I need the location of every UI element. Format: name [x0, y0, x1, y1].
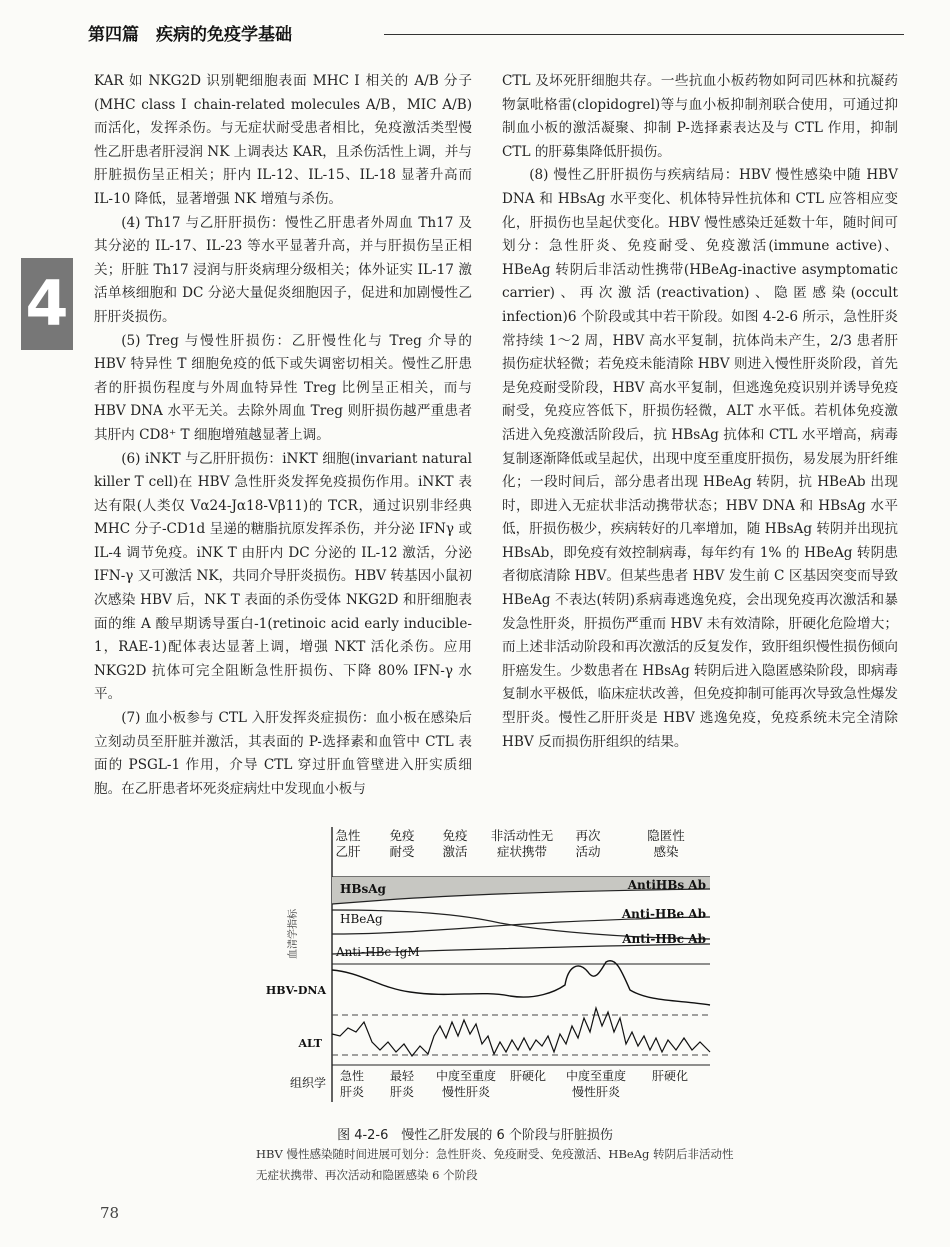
histology-labels: [340, 1068, 688, 1099]
paragraph: (5) Treg 与慢性肝损伤：乙肝慢性化与 Treg 介导的 HBV 特异性 T 细胞免疫的低下或失调密切相关。慢性乙肝患者的肝损伤程度与外周血特异性 Treg 比例呈正相关，而与 HBV DNA 水平无关。去除外周血 Treg 则肝损伤越严重患者其肝内 CD8⁺ T 细胞增殖越显著上调。: [94, 332, 472, 443]
hbv-dna-label: HBV-DNA: [265, 984, 326, 997]
marker-anti-hbc-igm: Anti-HBc IgM: [336, 945, 420, 959]
figure-diagram: [265, 822, 720, 1122]
histology-stage-label: 肝炎: [389, 1085, 415, 1099]
phase-label: 症状携带: [496, 844, 548, 859]
histology-stage-label: 肝炎: [339, 1085, 365, 1099]
serology-label: 血清学指标: [288, 909, 299, 959]
histology-stage-label: 最轻: [389, 1069, 415, 1083]
chapter-tab: 4: [21, 258, 73, 350]
header-rule: [384, 34, 904, 35]
phase-label: 激活: [442, 844, 468, 859]
right-column: [502, 70, 898, 754]
figure-hbv-phases: [265, 822, 720, 1122]
histology-stage-label: 肝硬化: [651, 1069, 689, 1083]
phase-label: 非活动性无: [490, 828, 554, 843]
marker-hbsag: HBsAg: [340, 882, 386, 896]
paragraph: KAR 如 NKG2D 识别靶细胞表面 MHC Ⅰ 相关的 A/B 分子(MHC class Ⅰ chain-related molecules A/B，MIC A/B)而活化，发挥杀伤。与无症状耐受患者相比，免疫激活类型慢性乙肝患者肝浸润 NK 上调表达 KAR，且杀伤活性上调，并与肝脏损伤呈正相关；肝内 IL-12、IL-15、IL-18 显著升高而 IL-10 降低，显著增强 NK 增殖与杀伤。: [94, 73, 472, 207]
figure-note: HBV 慢性感染随时间进展可划分：急性肝炎、免疫耐受、免疫激活、HBeAg 转阴后非活动性无症状携带、再次活动和隐匿感染 6 个阶段: [256, 1147, 734, 1182]
marker-anti-hbs: AntiHBs Ab: [627, 878, 706, 892]
page-number: 78: [100, 1204, 120, 1222]
marker-anti-hbc: Anti-HBc Ab: [622, 932, 706, 946]
marker-hbeag: HBeAg: [340, 912, 383, 926]
alt-label: ALT: [298, 1037, 322, 1050]
phase-label: 隐匿性: [647, 828, 685, 843]
marker-anti-hbe: Anti-HBe Ab: [621, 907, 706, 921]
header-title: 第四篇 疾病的免疫学基础: [88, 25, 292, 45]
phase-label: 免疫: [389, 828, 415, 843]
left-column: [94, 70, 472, 801]
phase-label: 乙肝: [335, 844, 361, 859]
paragraph: (8) 慢性乙肝肝损伤与疾病结局：HBV 慢性感染中随 HBV DNA 和 HBsAg 水平变化、机体特异性抗体和 CTL 应答相应变化，肝损伤也呈起伏变化。HBV 慢性感染迁延数十年，随时间可划分：急性肝炎、免疫耐受、免疫激活(immune active)、HBeAg 转阴后非活动性携带(HBeAg-inactive asymptomatic carrier)、再次激活(reactivation)、隐匿感染(occult infection)6 个阶段或其中若干阶段。如图 4-2-6 所示，急性肝炎常持续 1～2 周，HBV 高水平复制，抗体尚未产生，2/3 患者肝损伤症状轻微；若免疫未能清除 HBV 则进入慢性肝炎阶段，首先是免疫耐受阶段，HBV 高水平复制，但逃逸免疫识别并诱导免疫耐受，免疫应答低下，肝损伤轻微，ALT 水平低。若机体免疫激活进入免疫激活阶段后，抗 HBsAg 抗体和 CTL 水平增高，病毒复制逐渐降低或呈起伏，出现中度至重度肝损伤，易发展为肝纤维化；一段时间后，部分患者出现 HBeAg 转阴，抗 HBeAb 出现时，即进入无症状非活动携带状态；HBV DNA 和 HBsAg 水平低，肝损伤极少，疾病转好的几率增加，随 HBsAg 转阴并出现抗 HBsAb，即免疫有效控制病毒，每年约有 1% 的 HBeAg 转阴患者彻底清除 HBV。但某些患者 HBV 发生前 C 区基因突变而导致 HBeAg 不表达(转阴)系病毒逃逸免疫，会出现免疫再次激活和暴发急性肝炎，肝损伤严重而 HBV 未有效清除，肝硬化危险增大；而上述非活动阶段和再次激活的反复发作，致肝组织慢性损伤倾向肝癌发生。少数患者在 HBsAg 转阴后进入隐匿感染阶段，即病毒复制水平极低，临床症状改善，但免疫抑制可能再次导致急性爆发型肝炎。慢性乙肝肝炎是 HBV 逃逸免疫，免疫系统未完全清除 HBV 反而损伤肝组织的结果。: [502, 167, 898, 750]
phase-headers: [335, 828, 685, 859]
figure-title: 图 4-2-6 慢性乙肝发展的 6 个阶段与肝脏损伤: [337, 1128, 613, 1143]
paragraph: CTL 及坏死肝细胞共存。一些抗血小板药物如阿司匹林和抗凝药物氯吡格雷(clopidogrel)等与血小板抑制剂联合使用，可通过抑制血小板的激活凝聚、抑制 P-选择素表达及与 CTL 作用，抑制 CTL 的肝募集降低肝损伤。: [502, 73, 898, 160]
histology-stage-label: 肝硬化: [509, 1069, 547, 1083]
running-header: [64, 20, 904, 46]
paragraph: (4) Th17 与乙肝肝损伤：慢性乙肝患者外周血 Th17 及其分泌的 IL-17、IL-23 等水平显著升高，并与肝损伤呈正相关；肝脏 Th17 浸润与肝炎病理分级相关；体外证实 IL-17 激活单核细胞和 DC 分泌大量促炎细胞因子，促进和加剧慢性乙肝肝炎损伤。: [94, 214, 472, 325]
phase-label: 活动: [575, 844, 601, 859]
paragraph: (7) 血小板参与 CTL 入肝发挥炎症损伤：血小板在感染后立刻动员至肝脏并激活，其表面的 P-选择素和血管中 CTL 表面的 PSGL-1 作用，介导 CTL 穿过肝血管壁进入肝实质细胞。在乙肝患者坏死炎症病灶中发现血小板与: [94, 710, 472, 797]
histology-label: 组织学: [289, 1076, 326, 1090]
phase-label: 再次: [575, 828, 601, 843]
histology-stage-label: 慢性肝炎: [441, 1085, 491, 1099]
phase-label: 急性: [335, 828, 361, 843]
histology-stage-label: 中度至重度: [435, 1069, 497, 1083]
histology-stage-label: 急性: [339, 1069, 365, 1083]
hbv-dna-curve: [332, 961, 710, 1005]
phase-label: 感染: [653, 844, 679, 859]
paragraph: (6) iNKT 与乙肝肝损伤：iNKT 细胞(invariant natural killer T cell)在 HBV 急性肝炎发挥免疫损伤作用。iNKT 表达有限(人类仅 Vα24-Jα18-Vβ11)的 TCR，通过识别非经典 MHC 分子-CD1d 呈递的糖脂抗原发挥杀伤，并分泌 IFNγ 或 IL-4 调节免疫。iNK T 由肝内 DC 分泌的 IL-12 激活，分泌 IFN-γ 又可激活 NK，共同介导肝炎损伤。HBV 转基因小鼠初次感染 HBV 后，NK T 表面的杀伤受体 NKG2D 和肝细胞表面的维 A 酸早期诱导蛋白-1(retinoic acid early inducible-1，RAE-1)配体表达显著上调，增强 NKT 活化杀伤。应用 NKG2D 抗体可完全阻断急性肝损伤、下降 80% IFN-γ 水平。: [94, 450, 472, 703]
histology-stage-label: 中度至重度: [565, 1069, 627, 1083]
phase-label: 耐受: [389, 844, 415, 859]
histology-stage-label: 慢性肝炎: [571, 1085, 621, 1099]
phase-label: 免疫: [442, 828, 468, 843]
